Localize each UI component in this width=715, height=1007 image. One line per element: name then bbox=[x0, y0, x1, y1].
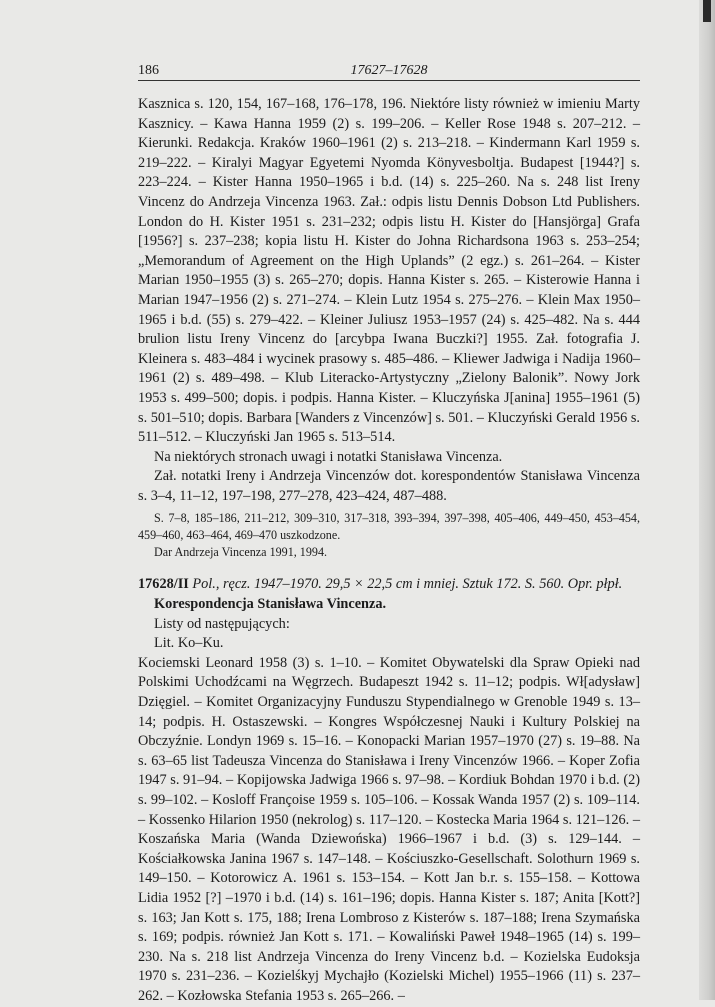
page-number: 186 bbox=[138, 63, 159, 78]
entry-17628-line-2: Lit. Ko–Ku. bbox=[154, 635, 224, 652]
entry-17628-line-1: Listy od następujących: bbox=[154, 615, 290, 632]
entry-17628-header bbox=[138, 575, 640, 595]
entry-17627-body: Kasznica s. 120, 154, 167–168, 176–178, 196. Niektóre listy również w imieniu Marty Kasznicy. – Kawa Hanna 1959 (2) s. 199–206. – Keller Rose 1948 s. 207–212. – Kierunki. Redakcja. Kraków 1960–1961 (2) s. 213–218. – Kindermann Karl 1959 s. 219–222. – Kiralyi Magyar Egyetemi Nyomda Könyvesboltja. Budapest [1944?] s. 223–224. – Kister Hanna 1950–1965 i b.d. (14) s. 225–260. Na s. 248 list Ireny Vincenz do Andrzeja Vincenza 1963. Zał.: odpis listu Dennis Dobson Ltd Publishers. London do H. Kister 1951 s. 231–232; odpis listu H. Kister do [Hansjörga] Grafa [1956?] s. 237–238; kopia listu H. Kister do Johna Richardsona 1963 s. 253–254; „Memorandum of Agreement on the High Uplands” (2 egz.) s. 261–264. – Kister Marian 1950–1955 (3) s. 265–270; dopis. Hanna Kister s. 265. – Kisterowie Hanna i Marian 1947–1956 (2) s. 271–274. – Klein Lutz 1954 s. 275–276. – Klein Max 1950–1965 i b.d. (55) s. 279–422. – Kleiner Juliusz 1953–1957 (24) s. 425–482. Na s. 444 brulion listu Ireny Vincenz do [arcybpa Iwana Buczki?] 1955. Zał. fotografia J. Kleinera s. 483–484 i wycinek prasowy s. 485–486. – Kliewer Jadwiga i Nadija 1960–1961 (2) s. 489–498. – Klub Literacko-Artystyczny „Zielony Balonik”. Nowy Jork 1953 s. 499–500; dopis. i podpis. Hanna Kister. – Kluczyńska J[anina] 1955–1961 (5) s. 501–510; dopis. Barbara [Wanders z Vincenzów] s. 501. – Kluczyński Gerald 1956 s. 511–512. – Kluczyński Jan 1965 s. 513–514. bbox=[138, 96, 640, 446]
entry-range: 17627–17628 bbox=[350, 63, 428, 78]
entry-17627-note-1: Na niektórych stronach uwagi i notatki Stanisława Vincenza. bbox=[154, 448, 503, 465]
entry-17628-number: 17628/II bbox=[138, 576, 189, 593]
entry-17627-note-2: Zał. notatki Ireny i Andrzeja Vincenzów dot. korespondentów Stanisława Vincenza s. 3–4, 11–12, 197–198, 277–278, 423–424, 487–488. bbox=[138, 468, 640, 504]
entry-17628-title: Korespondencja Stanisława Vincenza. bbox=[154, 596, 387, 613]
entry-17628-body: Kociemski Leonard 1958 (3) s. 1–10. – Komitet Obywatelski dla Spraw Opieki nad Polskimi Uchodźcami na Węgrzech. Budapeszt 1942 s. 11–12; podpis. Wł[adysław] Dzięgiel. – Komitet Organizacyjny Funduszu Stypendialnego w Grenoble 1949 s. 13–14; podpis. H. Ostaszewski. – Kongres Współczesnej Nauki i Kultury Polskiej na Obczyźnie. Londyn 1969 s. 15–16. – Konopacki Marian 1957–1970 (27) s. 19–88. Na s. 63–65 list Tadeusza Vincenza do Stanisława i Ireny Vincenzów 1966. – Koper Zofia 1947 s. 91–94. – Kopijowska Jadwiga 1966 s. 97–98. – Kordiuk Bohdan 1970 i b.d. (2) s. 99–102. – Kosloff Françoise 1959 s. 105–106. – Kossak Wanda 1957 (2) s. 109–114. – Kossenko Hilarion 1950 (nekrolog) s. 117–120. – Kostecka Maria 1964 s. 121–126. – Koszańska Maria (Wanda Dziewońska) 1966–1967 i b.d. (3) s. 129–144. – Kościałkowska Janina 1967 s. 147–148. – Kościuszko-Gesellschaft. Solothurn 1969 s. 149–150. – Kotorowicz A. 1961 s. 153–154. – Kott Jan b.r. s. 155–158. – Kottowa Lidia 1952 [?] –1970 i b.d. (14) s. 161–196; dopis. Hanna Kister s. 187; Anita [Kott?] s. 163; Jan Kott s. 175, 188; Irena Lombroso z Kisterów s. 187–188; Irena Szymańska s. 169; podpis. również Jan Kott s. 171. – Kowaliński Paweł 1948–1965 (14) s. 199–230. Na s. 218 list Andrzeja Vincenza do Ireny Vincenz b.d. – Kozielska Eudoksja 1970 s. 231–236. – Kozielśkyj Mychajło (Kozielski Michel) 1955–1966 (11) s. 237–262. – Kozłowska Stefania 1953 s. 265–266. – bbox=[138, 654, 640, 1004]
entry-17627-damage-note: S. 7–8, 185–186, 211–212, 309–310, 317–318, 393–394, 397–398, 405–406, 449–450, 453–454, 459–460, 463–464, 469–470 uszkodzone. bbox=[138, 511, 640, 543]
page-body bbox=[138, 95, 640, 1007]
entry-17627-provenance: Dar Andrzeja Vincenza 1991, 1994. bbox=[154, 545, 328, 560]
scan-edge bbox=[699, 0, 715, 1000]
document-page bbox=[138, 62, 640, 1007]
scan-notch bbox=[703, 0, 711, 22]
entry-17628-description: Pol., ręcz. 1947–1970. 29,5 × 22,5 cm i mniej. Sztuk 172. S. 560. Opr. płpł. bbox=[192, 576, 623, 593]
running-header bbox=[138, 62, 640, 81]
